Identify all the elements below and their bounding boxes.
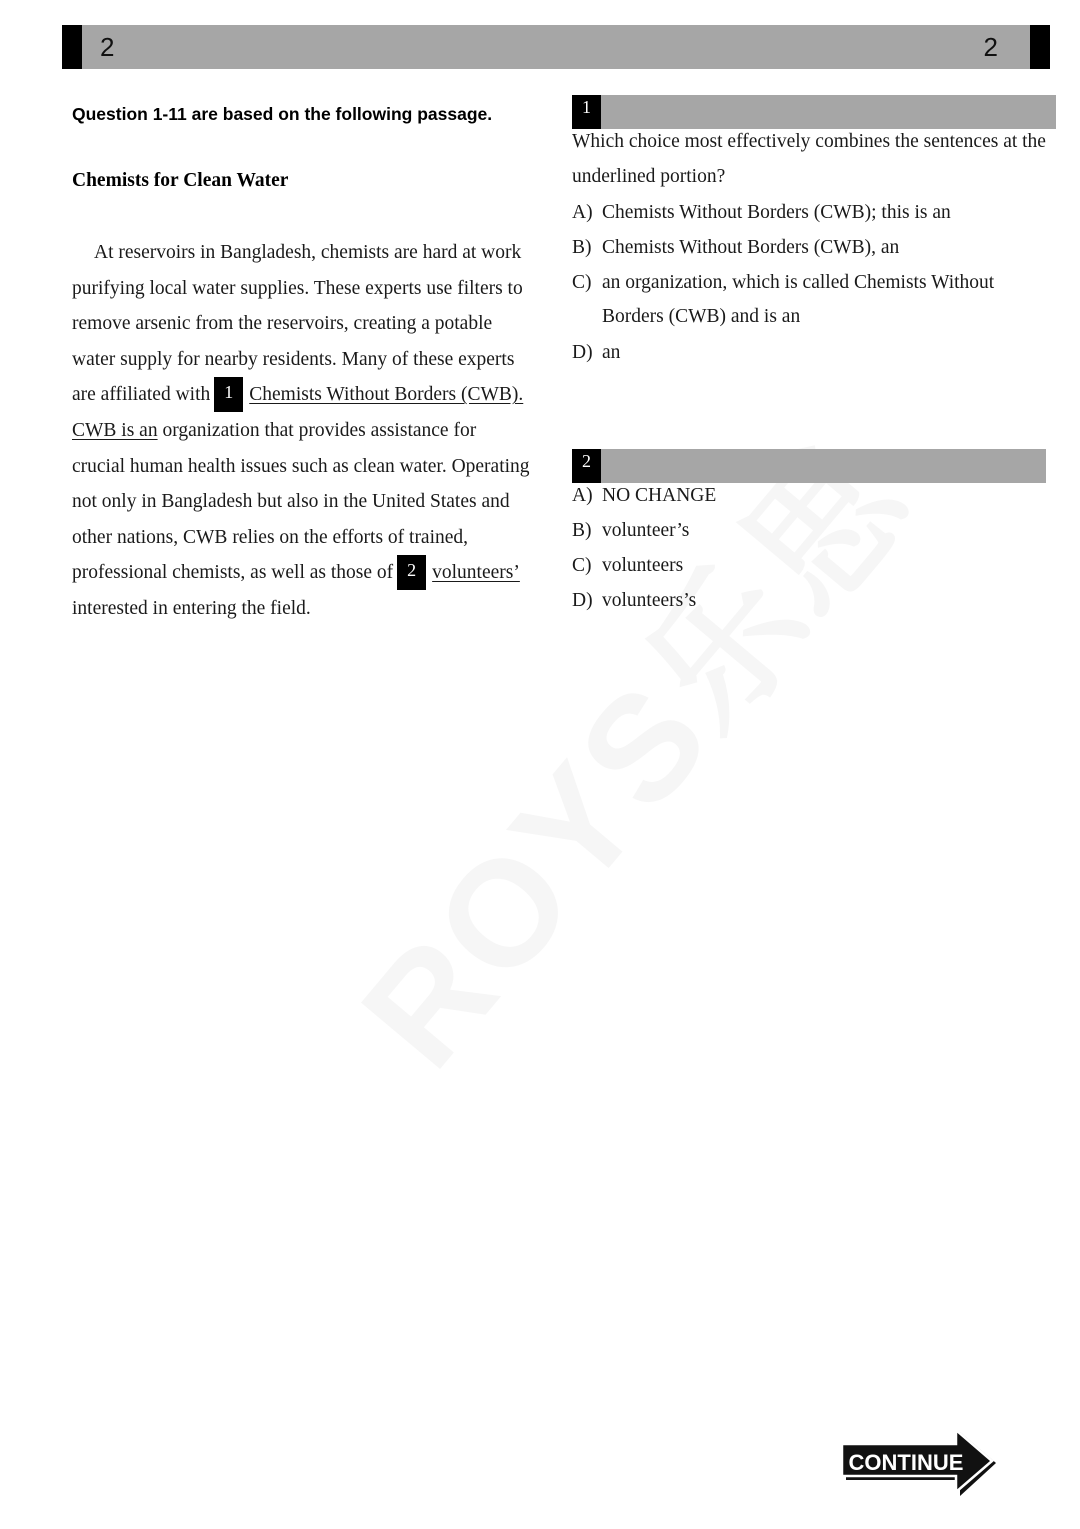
passage-line: not only in Bangladesh but also in the United States and xyxy=(72,491,510,513)
underlined-portion-2: volunteers’ xyxy=(432,562,520,584)
choice-text: Chemists Without Borders (CWB); this is an xyxy=(602,202,951,223)
question-1-prompt-line: underlined portion? xyxy=(572,166,726,187)
question-1-choices xyxy=(572,196,994,371)
passage-line: water supply for nearby residents. Many of these experts xyxy=(72,348,515,370)
passage-line xyxy=(72,377,552,413)
choice-text: volunteers xyxy=(602,555,684,576)
choice-letter: A) xyxy=(572,485,593,506)
continue-button[interactable] xyxy=(842,1430,1000,1500)
passage-line xyxy=(72,555,552,591)
passage-line: interested in entering the field. xyxy=(72,597,311,619)
question-2-number: 2 xyxy=(572,449,601,483)
choice-1b[interactable] xyxy=(572,231,994,266)
underlined-portion-1: Chemists Without Borders (CWB). xyxy=(249,384,524,406)
passage-line xyxy=(72,413,552,449)
question-1-number: 1 xyxy=(572,95,601,129)
question-2-choices xyxy=(572,479,716,619)
question-marker-1[interactable]: 1 xyxy=(214,377,243,412)
question-2-header xyxy=(572,449,1046,483)
choice-text-cont: Borders (CWB) and is an xyxy=(602,306,801,327)
choice-letter: C) xyxy=(572,272,592,293)
section-number-right: 2 xyxy=(983,32,998,62)
section-number-left: 2 xyxy=(100,32,115,62)
choice-1d[interactable] xyxy=(572,336,994,371)
question-1-prompt-line: Which choice most effectively combines the sentences at the xyxy=(572,131,1046,152)
choice-letter: B) xyxy=(572,237,592,258)
choice-letter: A) xyxy=(572,202,593,223)
choice-text: Chemists Without Borders (CWB), an xyxy=(602,237,900,258)
choice-text: volunteers’s xyxy=(602,590,697,611)
question-marker-2[interactable]: 2 xyxy=(397,555,426,590)
underlined-portion-1-cont: CWB is an xyxy=(72,419,158,441)
choice-1a[interactable] xyxy=(572,196,994,231)
header-block-left xyxy=(62,25,82,69)
question-1-prompt xyxy=(572,124,1062,194)
passage-text: organization that provides assistance for xyxy=(157,419,477,441)
section-header-bar xyxy=(62,25,1050,69)
continue-label: CONTINUE xyxy=(848,1450,964,1475)
choice-text: NO CHANGE xyxy=(602,485,717,506)
passage-line: At reservoirs in Bangladesh, chemists are hard at work xyxy=(94,242,522,263)
passage-line: remove arsenic from the reservoirs, creating a potable xyxy=(72,313,493,335)
passage-line: purifying local water supplies. These experts use filters to xyxy=(72,277,523,299)
choice-2d[interactable] xyxy=(572,584,716,619)
passage-line: crucial human health issues such as clean water. Operating xyxy=(72,455,530,477)
passage-intro: Question 1-11 are based on the following passage. xyxy=(72,104,493,124)
passage-text: professional chemists, as well as those of xyxy=(72,562,394,584)
passage-text: are affiliated with xyxy=(72,384,211,406)
choice-1c[interactable] xyxy=(572,266,994,336)
choice-2b[interactable] xyxy=(572,514,716,549)
choice-text: an organization, which is called Chemists Without xyxy=(602,272,995,293)
choice-letter: D) xyxy=(572,342,593,363)
choice-letter: D) xyxy=(572,590,593,611)
passage-body xyxy=(72,235,552,627)
header-block-right xyxy=(1030,25,1050,69)
continue-arrow-icon xyxy=(842,1430,1000,1500)
choice-text: volunteer’s xyxy=(602,520,690,541)
passage-line: other nations, CWB relies on the efforts of trained, xyxy=(72,526,469,548)
choice-letter: B) xyxy=(572,520,592,541)
choice-2c[interactable] xyxy=(572,549,716,584)
choice-letter: C) xyxy=(572,555,592,576)
choice-2a[interactable] xyxy=(572,479,716,514)
choice-text: an xyxy=(602,342,621,363)
passage-title: Chemists for Clean Water xyxy=(72,170,289,191)
